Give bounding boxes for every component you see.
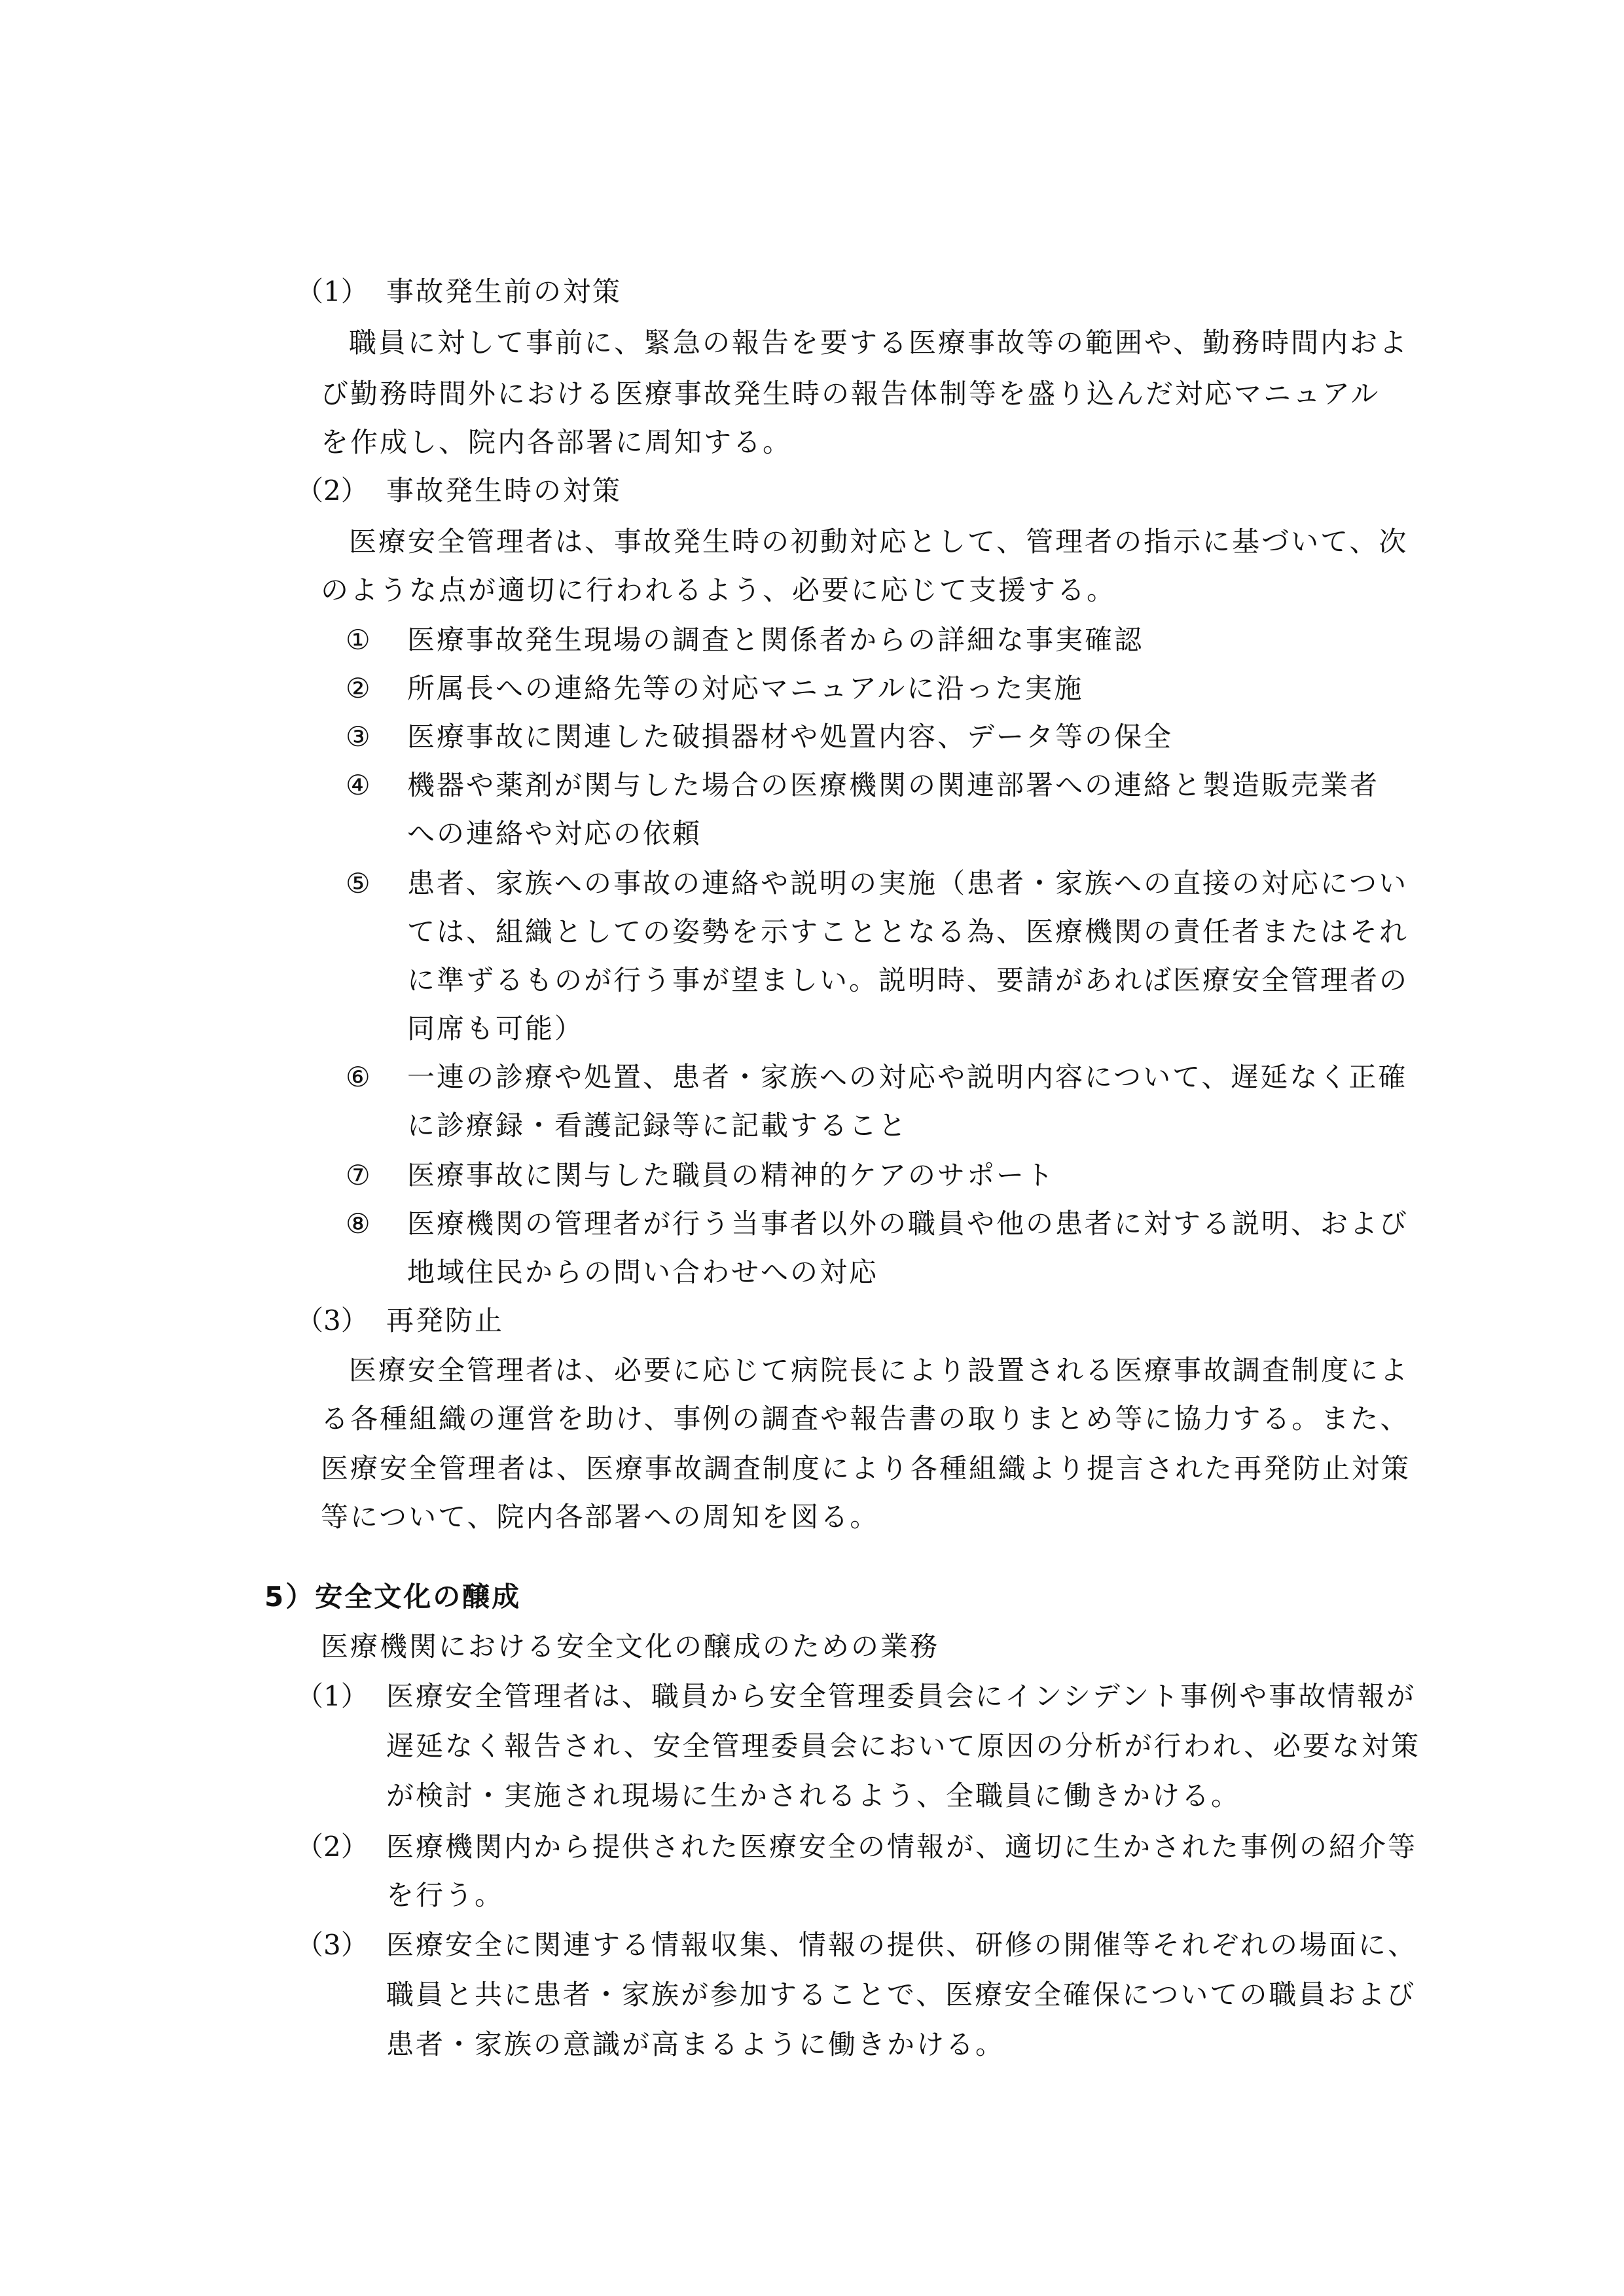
section-5-item-label: （2） xyxy=(296,1831,369,1863)
list-item-text: 所属長への連絡先等の対応マニュアルに沿った実施 xyxy=(407,672,1084,704)
section-5-item-text: 医療安全に関連する情報収集、情報の提供、研修の開催等それぞれの場面に、 xyxy=(386,1929,1418,1961)
list-item-marker: ⑦ xyxy=(346,1159,370,1191)
subsection-2-title: 事故発生時の対策 xyxy=(386,475,623,507)
list-item-text: 医療事故に関連した破損器材や処置内容、データ等の保全 xyxy=(407,721,1174,753)
list-item-text: に準ずるものが行う事が望ましい。説明時、要請があれば医療安全管理者の xyxy=(407,964,1409,996)
list-item-text: 医療機関の管理者が行う当事者以外の職員や他の患者に対する説明、および xyxy=(407,1208,1409,1240)
list-item-text: 患者、家族への事故の連絡や説明の実施（患者・家族への直接の対応につい xyxy=(407,867,1409,899)
list-item-text: 同席も可能） xyxy=(407,1013,585,1045)
list-item-marker: ⑥ xyxy=(346,1061,370,1093)
subsection-3-body-line: る各種組織の運営を助け、事例の調査や報告書の取りまとめ等に協力する。また、 xyxy=(321,1403,1410,1435)
subsection-2-body-line: 医療安全管理者は、事故発生時の初動対応として、管理者の指示に基づいて、次 xyxy=(349,526,1409,558)
list-item-text: への連絡や対応の依頼 xyxy=(407,817,702,850)
section-5-heading: 5）安全文化の醸成 xyxy=(264,1581,522,1613)
subsection-2-label: （2） xyxy=(296,475,369,507)
list-item-text: 機器や薬剤が関与した場合の医療機関の関連部署への連絡と製造販売業者 xyxy=(407,769,1380,801)
subsection-3-body-line: 医療安全管理者は、必要に応じて病院長により設置される医療事故調査制度によ xyxy=(349,1354,1410,1386)
list-item-marker: ① xyxy=(346,624,370,656)
list-item-text: 医療事故に関与した職員の精神的ケアのサポート xyxy=(407,1159,1056,1191)
list-item-text: 一連の診療や処置、患者・家族への対応や説明内容について、遅延なく正確 xyxy=(407,1061,1408,1093)
section-5-item-text: 医療機関内から提供された医療安全の情報が、適切に生かされた事例の紹介等 xyxy=(386,1831,1418,1863)
list-item-marker: ④ xyxy=(346,769,370,801)
subsection-1-body-line: び勤務時間外における医療事故発生時の報告体制等を盛り込んだ対応マニュアル xyxy=(321,378,1380,410)
section-5-intro: 医療機関における安全文化の醸成のための業務 xyxy=(321,1630,940,1662)
subsection-1-body-line: を作成し、院内各部署に周知する。 xyxy=(321,426,793,458)
section-5-item-text: 医療安全管理者は、職員から安全管理委員会にインシデント事例や事故情報が xyxy=(386,1680,1416,1712)
list-item-text: ては、組織としての姿勢を示すこととなる為、医療機関の責任者またはそれ xyxy=(407,916,1409,948)
list-item-text: 医療事故発生現場の調査と関係者からの詳細な事実確認 xyxy=(407,624,1144,656)
list-item-text: 地域住民からの問い合わせへの対応 xyxy=(407,1256,879,1288)
list-item-marker: ③ xyxy=(346,721,370,753)
list-item-text: に診療録・看護記録等に記載すること xyxy=(407,1109,909,1141)
section-5-item-text: 職員と共に患者・家族が参加することで、医療安全確保についての職員および xyxy=(386,1979,1416,2011)
subsection-3-label: （3） xyxy=(296,1304,369,1336)
section-5-item-label: （1） xyxy=(296,1680,369,1712)
list-item-marker: ② xyxy=(346,672,370,704)
subsection-2-body-line: のような点が適切に行われるよう、必要に応じて支援する。 xyxy=(321,574,1117,606)
section-5-item-text: 患者・家族の意識が高まるように働きかける。 xyxy=(386,2028,1005,2060)
section-5-item-text: が検討・実施され現場に生かされるよう、全職員に働きかける。 xyxy=(386,1780,1241,1812)
subsection-3-body-line: 医療安全管理者は、医療事故調査制度により各種組織より提言された再発防止対策 xyxy=(321,1452,1411,1484)
subsection-1-title: 事故発生前の対策 xyxy=(386,276,623,308)
subsection-1-body-line: 職員に対して事前に、緊急の報告を要する医療事故等の範囲や、勤務時間内およ xyxy=(349,327,1409,359)
list-item-marker: ⑤ xyxy=(346,867,370,899)
section-5-item-label: （3） xyxy=(296,1929,369,1961)
section-5-item-text: を行う。 xyxy=(386,1879,505,1911)
list-item-marker: ⑧ xyxy=(346,1208,370,1240)
subsection-1-label: （1） xyxy=(296,276,369,308)
subsection-3-body-line: 等について、院内各部署への周知を図る。 xyxy=(321,1501,880,1533)
section-5-item-text: 遅延なく報告され、安全管理委員会において原因の分析が行われ、必要な対策 xyxy=(386,1730,1421,1762)
subsection-3-title: 再発防止 xyxy=(386,1304,505,1336)
